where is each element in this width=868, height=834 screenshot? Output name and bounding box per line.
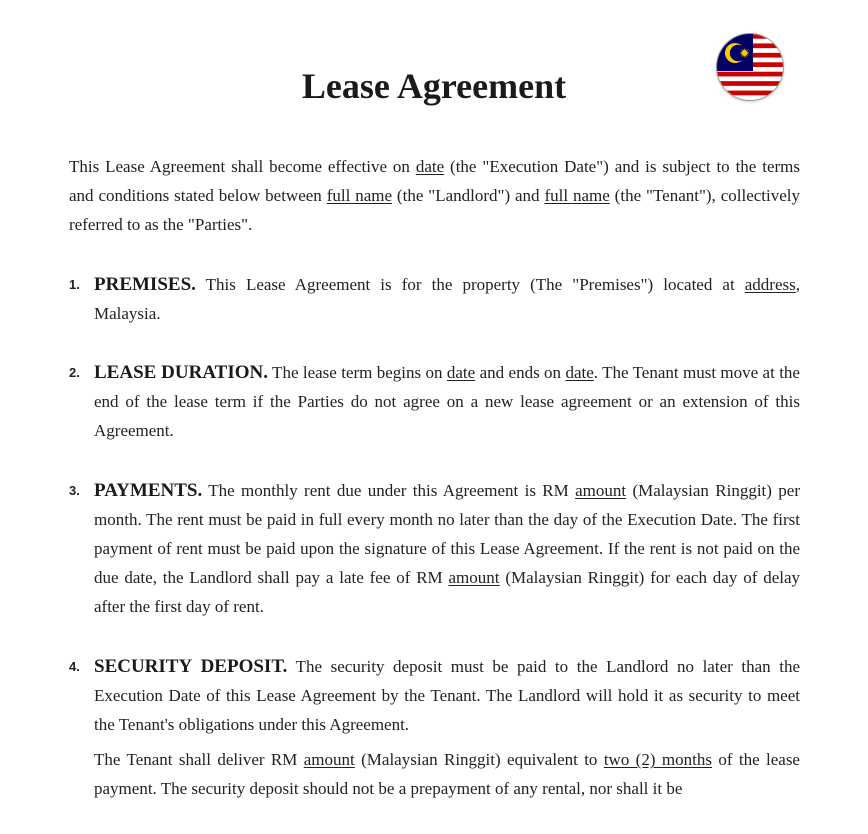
clause-body: , Malaysia.: [94, 274, 800, 323]
clause-body: The lease term begins on: [267, 363, 447, 383]
clause-number: 3.: [69, 482, 80, 498]
landlord-name-field[interactable]: full name: [326, 186, 393, 206]
clause-body: (Malaysian Ringgit) equivalent to: [354, 750, 604, 770]
intro-paragraph: [69, 152, 800, 240]
rent-amount-field[interactable]: amount: [575, 480, 627, 500]
late-fee-amount-field[interactable]: amount: [448, 568, 500, 588]
clause-heading: PREMISES.: [94, 273, 196, 295]
clause-body: The Tenant shall deliver RM: [94, 750, 304, 770]
clause-text: [94, 358, 800, 446]
clause-number: 1.: [69, 276, 80, 292]
clause-payments: [69, 476, 800, 622]
deposit-months-field[interactable]: two (2) months: [603, 750, 712, 770]
clause-body: and ends on: [475, 363, 566, 383]
address-field[interactable]: address: [744, 274, 796, 294]
start-date-field[interactable]: date: [446, 363, 476, 383]
clause-text: [94, 652, 800, 740]
clause-body: of the lease payment. The security deposit should not be a prepayment of any rental, nor shall it be: [94, 750, 800, 799]
clause-body: . The Tenant must move at the end of the lease term if the Parties do not agree on a new lease agreement or an extension of this Agreement.: [94, 363, 800, 441]
clause-body: This Lease Agreement is for the property (The "Premises") located at: [195, 274, 745, 294]
clause-number: 2.: [69, 365, 80, 381]
intro-text: (the "Execution Date") and is subject to the terms and conditions stated below between: [69, 157, 800, 206]
clause-body: (Malaysian Ringgit) for each day of delay after the first day of rent.: [94, 568, 801, 617]
deposit-amount-field[interactable]: amount: [303, 750, 355, 770]
clause-body: (Malaysian Ringgit) per month. The rent must be paid in full every month no later than the day of the Execution Date. The first payment of rent must be paid upon the signature of this Lease Agreement. If the rent is not paid on the due date, the Landlord shall pay a late fee of RM: [94, 480, 800, 588]
intro-text: (the "Landlord") and: [392, 186, 545, 206]
clause-security-deposit: [69, 652, 800, 804]
clause-text: [94, 745, 800, 803]
intro-text: (the "Tenant"), collectively referred to as the "Parties".: [69, 186, 801, 235]
execution-date-field[interactable]: date: [415, 157, 445, 176]
end-date-field[interactable]: date: [565, 363, 594, 383]
clause-text: [94, 476, 800, 622]
document-title: Lease Agreement: [301, 66, 567, 106]
document-body: [69, 152, 800, 834]
clause-number: 4.: [69, 658, 80, 674]
clause-text: [94, 270, 800, 328]
clause-body: The monthly rent due under this Agreement is RM: [202, 480, 576, 500]
clause-heading: LEASE DURATION.: [94, 362, 268, 384]
intro-text: This Lease Agreement shall become effective on: [69, 157, 416, 176]
clause-body: The security deposit must be paid to the Landlord no later than the Execution Date of this Lease Agreement by the Tenant. The Landlord will hold it as security to meet the Tenant's obligations under this Agreement.: [94, 656, 800, 735]
clause-premises: [69, 270, 800, 328]
clause-heading: PAYMENTS.: [94, 479, 203, 501]
clause-heading: SECURITY DEPOSIT.: [94, 655, 288, 677]
clause-lease-duration: [69, 358, 800, 446]
tenant-name-field[interactable]: full name: [544, 186, 610, 206]
